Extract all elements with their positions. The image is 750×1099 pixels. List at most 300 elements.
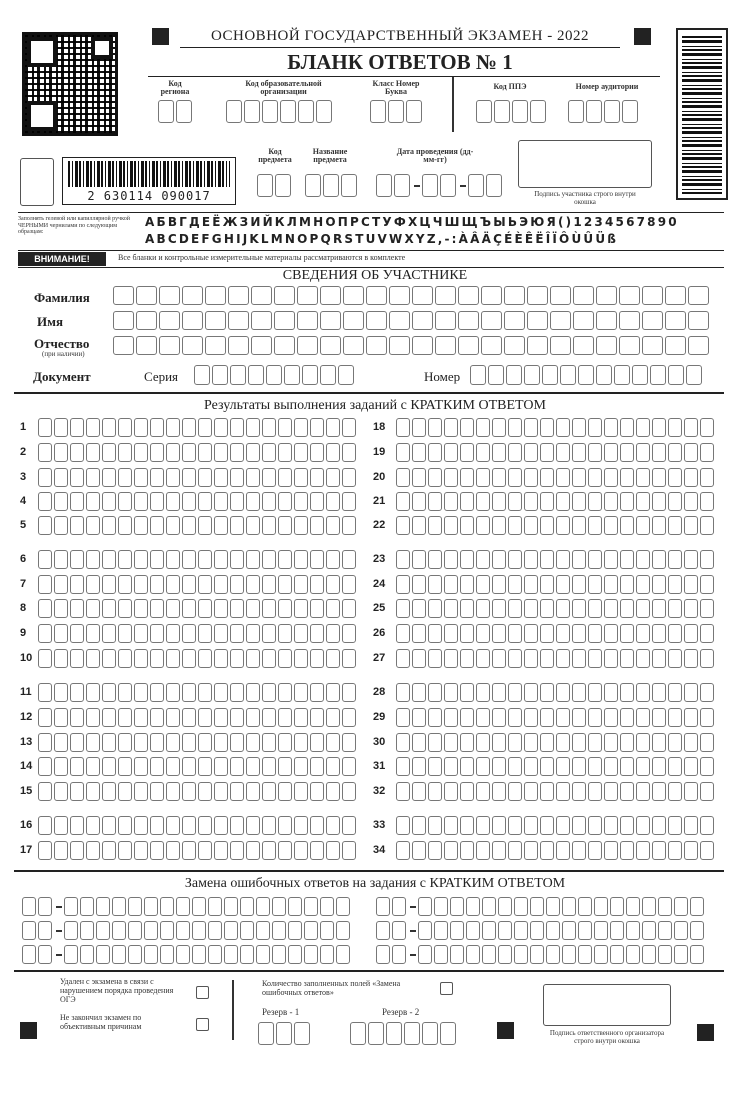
replacement-answer-cell[interactable] — [224, 897, 238, 916]
replacement-task-cell[interactable] — [392, 945, 406, 964]
answer-cell[interactable] — [428, 816, 442, 835]
answer-cell[interactable] — [278, 841, 292, 860]
answer-cell[interactable] — [492, 757, 506, 776]
answer-cell[interactable] — [182, 683, 196, 702]
answer-cell[interactable] — [572, 575, 586, 594]
answer-cell[interactable] — [182, 757, 196, 776]
entry-cell[interactable] — [578, 365, 594, 385]
answer-cell[interactable] — [492, 649, 506, 668]
replacement-answer-cell[interactable] — [482, 945, 496, 964]
answer-cell[interactable] — [476, 550, 490, 569]
replacement-answer-cell[interactable] — [434, 897, 448, 916]
answer-cell[interactable] — [668, 649, 682, 668]
answer-cell[interactable] — [652, 550, 666, 569]
answer-cell[interactable] — [540, 708, 554, 727]
answer-cell[interactable] — [230, 599, 244, 618]
organizer-signature-box[interactable] — [543, 984, 671, 1026]
replacement-answer-cell[interactable] — [64, 897, 78, 916]
answer-row-16[interactable] — [38, 816, 356, 835]
answer-cell[interactable] — [262, 733, 276, 752]
answer-cell[interactable] — [294, 816, 308, 835]
answer-cell[interactable] — [492, 516, 506, 535]
answer-cell[interactable] — [166, 624, 180, 643]
answer-cell[interactable] — [70, 782, 84, 801]
answer-cell[interactable] — [262, 816, 276, 835]
answer-cell[interactable] — [668, 599, 682, 618]
answer-cell[interactable] — [492, 550, 506, 569]
answer-cell[interactable] — [460, 443, 474, 462]
entry-cell[interactable] — [435, 286, 456, 305]
answer-cell[interactable] — [150, 708, 164, 727]
answer-cell[interactable] — [246, 550, 260, 569]
answer-cell[interactable] — [326, 443, 340, 462]
replacement-answer-cell[interactable] — [562, 921, 576, 940]
answer-cell[interactable] — [166, 683, 180, 702]
answer-cell[interactable] — [310, 468, 324, 487]
answer-cell[interactable] — [230, 757, 244, 776]
replacement-answer-cell[interactable] — [690, 921, 704, 940]
replacement-task-cell[interactable] — [22, 921, 36, 940]
entry-cell[interactable] — [527, 336, 548, 355]
answer-cell[interactable] — [412, 757, 426, 776]
answer-cell[interactable] — [230, 492, 244, 511]
answer-cell[interactable] — [342, 550, 356, 569]
entry-cell[interactable] — [550, 286, 571, 305]
answer-cell[interactable] — [38, 443, 52, 462]
replacement-answer-cell[interactable] — [144, 921, 158, 940]
entry-cell[interactable] — [668, 365, 684, 385]
entry-cell[interactable] — [527, 311, 548, 330]
answer-cell[interactable] — [134, 516, 148, 535]
answer-row-26[interactable] — [396, 624, 714, 643]
entry-cell[interactable] — [642, 286, 663, 305]
answer-cell[interactable] — [134, 624, 148, 643]
answer-cell[interactable] — [70, 599, 84, 618]
document-number-cells[interactable] — [470, 365, 702, 385]
answer-cell[interactable] — [294, 550, 308, 569]
replacement-task-number-cells[interactable] — [22, 945, 52, 964]
answer-row-12[interactable] — [38, 708, 356, 727]
entry-cell[interactable] — [619, 311, 640, 330]
answer-cell[interactable] — [412, 841, 426, 860]
answer-cell[interactable] — [102, 550, 116, 569]
replacement-task-number-cells[interactable] — [376, 945, 406, 964]
answer-cell[interactable] — [70, 516, 84, 535]
answer-cell[interactable] — [342, 757, 356, 776]
answer-cell[interactable] — [70, 816, 84, 835]
answer-cell[interactable] — [444, 599, 458, 618]
entry-cell[interactable] — [366, 286, 387, 305]
replacement-answer-cell[interactable] — [224, 945, 238, 964]
answer-cell[interactable] — [342, 575, 356, 594]
answer-cell[interactable] — [150, 468, 164, 487]
answer-cell[interactable] — [508, 516, 522, 535]
replacement-task-number-cells[interactable] — [22, 921, 52, 940]
replacement-answer-cells[interactable] — [418, 897, 704, 916]
replacement-answer-cell[interactable] — [594, 945, 608, 964]
answer-cell[interactable] — [246, 757, 260, 776]
entry-cell[interactable] — [136, 311, 157, 330]
entry-cell[interactable] — [320, 286, 341, 305]
entry-cell[interactable] — [650, 365, 666, 385]
answer-cell[interactable] — [342, 443, 356, 462]
entry-cell[interactable] — [435, 311, 456, 330]
answer-cell[interactable] — [524, 418, 538, 437]
answer-cell[interactable] — [310, 575, 324, 594]
answer-cell[interactable] — [342, 733, 356, 752]
answer-cell[interactable] — [198, 649, 212, 668]
answer-cell[interactable] — [198, 708, 212, 727]
answer-cell[interactable] — [620, 841, 634, 860]
answer-cell[interactable] — [278, 468, 292, 487]
replacement-answer-cell[interactable] — [304, 921, 318, 940]
replacement-answer-cell[interactable] — [96, 945, 110, 964]
answer-cell[interactable] — [118, 492, 132, 511]
entry-cell[interactable] — [458, 286, 479, 305]
answer-cell[interactable] — [86, 757, 100, 776]
answer-cell[interactable] — [396, 816, 410, 835]
answer-cell[interactable] — [246, 841, 260, 860]
answer-cell[interactable] — [102, 782, 116, 801]
answer-cell[interactable] — [700, 443, 714, 462]
answer-cell[interactable] — [476, 468, 490, 487]
answer-cell[interactable] — [230, 683, 244, 702]
answer-cell[interactable] — [246, 575, 260, 594]
replacement-answer-cell[interactable] — [418, 921, 432, 940]
answer-cell[interactable] — [342, 683, 356, 702]
answer-cell[interactable] — [604, 492, 618, 511]
answer-cell[interactable] — [508, 575, 522, 594]
answer-cell[interactable] — [428, 418, 442, 437]
answer-row-13[interactable] — [38, 733, 356, 752]
answer-cell[interactable] — [556, 733, 570, 752]
answer-cell[interactable] — [540, 733, 554, 752]
answer-cell[interactable] — [86, 708, 100, 727]
answer-cell[interactable] — [38, 649, 52, 668]
answer-cell[interactable] — [182, 468, 196, 487]
answer-cell[interactable] — [652, 624, 666, 643]
answer-cell[interactable] — [102, 649, 116, 668]
answer-cell[interactable] — [524, 733, 538, 752]
entry-cell[interactable] — [297, 336, 318, 355]
answer-cell[interactable] — [262, 683, 276, 702]
answer-cell[interactable] — [444, 443, 458, 462]
answer-cell[interactable] — [620, 550, 634, 569]
answer-cell[interactable] — [636, 624, 650, 643]
answer-row-1[interactable] — [38, 418, 356, 437]
answer-cell[interactable] — [524, 550, 538, 569]
answer-cell[interactable] — [652, 816, 666, 835]
answer-cell[interactable] — [700, 733, 714, 752]
answer-cell[interactable] — [460, 575, 474, 594]
answer-cell[interactable] — [214, 575, 228, 594]
answer-cell[interactable] — [556, 418, 570, 437]
answer-cell[interactable] — [524, 575, 538, 594]
replacement-answer-cell[interactable] — [626, 897, 640, 916]
answer-cell[interactable] — [492, 443, 506, 462]
replacement-answer-cell[interactable] — [96, 897, 110, 916]
answer-cell[interactable] — [342, 599, 356, 618]
answer-cell[interactable] — [476, 443, 490, 462]
answer-cell[interactable] — [54, 550, 68, 569]
answer-cell[interactable] — [572, 757, 586, 776]
entry-cell[interactable] — [596, 336, 617, 355]
replacement-answer-cell[interactable] — [530, 921, 544, 940]
replacement-answer-cell[interactable] — [562, 945, 576, 964]
answer-cell[interactable] — [556, 599, 570, 618]
answer-cell[interactable] — [118, 624, 132, 643]
replacement-answer-cell[interactable] — [160, 897, 174, 916]
entry-cell[interactable] — [205, 286, 226, 305]
entry-cell[interactable] — [343, 336, 364, 355]
entry-cell[interactable] — [320, 336, 341, 355]
answer-cell[interactable] — [278, 492, 292, 511]
answer-cell[interactable] — [604, 683, 618, 702]
answer-cell[interactable] — [636, 841, 650, 860]
answer-row-21[interactable] — [396, 492, 714, 511]
replacement-answer-cell[interactable] — [288, 921, 302, 940]
answer-cell[interactable] — [70, 468, 84, 487]
answer-cell[interactable] — [604, 443, 618, 462]
answer-cell[interactable] — [278, 418, 292, 437]
replacement-answer-cell[interactable] — [546, 945, 560, 964]
answer-cell[interactable] — [102, 816, 116, 835]
answer-cell[interactable] — [572, 599, 586, 618]
answer-cell[interactable] — [556, 708, 570, 727]
answer-cell[interactable] — [182, 575, 196, 594]
answer-cell[interactable] — [620, 683, 634, 702]
answer-row-7[interactable] — [38, 575, 356, 594]
entry-cell[interactable] — [205, 336, 226, 355]
entry-cell[interactable] — [251, 336, 272, 355]
answer-cell[interactable] — [556, 468, 570, 487]
answer-cell[interactable] — [166, 757, 180, 776]
answer-cell[interactable] — [294, 649, 308, 668]
replacement-answer-cell[interactable] — [288, 945, 302, 964]
entry-cell[interactable] — [632, 365, 648, 385]
answer-cell[interactable] — [214, 468, 228, 487]
replacement-answer-cell[interactable] — [594, 921, 608, 940]
answer-cell[interactable] — [412, 649, 426, 668]
replacement-answer-cell[interactable] — [514, 921, 528, 940]
answer-cell[interactable] — [294, 575, 308, 594]
entry-cell[interactable] — [527, 286, 548, 305]
answer-cell[interactable] — [556, 757, 570, 776]
answer-cell[interactable] — [198, 733, 212, 752]
answer-cell[interactable] — [572, 418, 586, 437]
answer-cell[interactable] — [668, 624, 682, 643]
answer-cell[interactable] — [230, 575, 244, 594]
answer-cell[interactable] — [294, 492, 308, 511]
answer-cell[interactable] — [118, 733, 132, 752]
answer-cell[interactable] — [636, 418, 650, 437]
answer-cell[interactable] — [230, 516, 244, 535]
answer-cell[interactable] — [326, 683, 340, 702]
answer-cell[interactable] — [342, 492, 356, 511]
entry-cell[interactable] — [481, 311, 502, 330]
answer-cell[interactable] — [700, 492, 714, 511]
answer-cell[interactable] — [684, 733, 698, 752]
answer-cell[interactable] — [524, 683, 538, 702]
answer-cell[interactable] — [150, 575, 164, 594]
answer-cell[interactable] — [294, 624, 308, 643]
answer-cell[interactable] — [278, 683, 292, 702]
answer-cell[interactable] — [524, 782, 538, 801]
answer-cell[interactable] — [508, 492, 522, 511]
answer-row-29[interactable] — [396, 708, 714, 727]
answer-cell[interactable] — [652, 708, 666, 727]
answer-cell[interactable] — [668, 443, 682, 462]
answer-cell[interactable] — [444, 492, 458, 511]
replacement-answer-cell[interactable] — [80, 921, 94, 940]
answer-cell[interactable] — [54, 757, 68, 776]
answer-cell[interactable] — [118, 516, 132, 535]
replacement-task-cell[interactable] — [38, 897, 52, 916]
answer-cell[interactable] — [700, 624, 714, 643]
replacement-answer-cell[interactable] — [450, 945, 464, 964]
answer-cell[interactable] — [700, 782, 714, 801]
replacement-answer-cell[interactable] — [192, 945, 206, 964]
answer-cell[interactable] — [70, 418, 84, 437]
answer-row-8[interactable] — [38, 599, 356, 618]
answer-cell[interactable] — [476, 733, 490, 752]
answer-cell[interactable] — [604, 516, 618, 535]
answer-cell[interactable] — [396, 516, 410, 535]
answer-cell[interactable] — [214, 516, 228, 535]
replacement-answer-cell[interactable] — [160, 921, 174, 940]
answer-cell[interactable] — [166, 575, 180, 594]
entry-cell[interactable] — [573, 286, 594, 305]
replacement-answer-cell[interactable] — [498, 897, 512, 916]
replacement-task-cell[interactable] — [392, 897, 406, 916]
answer-cell[interactable] — [476, 516, 490, 535]
entry-cell[interactable] — [688, 336, 709, 355]
answer-cell[interactable] — [102, 733, 116, 752]
replacement-answer-cell[interactable] — [256, 897, 270, 916]
answer-cell[interactable] — [620, 708, 634, 727]
answer-cell[interactable] — [652, 757, 666, 776]
answer-cell[interactable] — [230, 649, 244, 668]
answer-cell[interactable] — [70, 550, 84, 569]
answer-cell[interactable] — [310, 733, 324, 752]
entry-cell[interactable] — [251, 311, 272, 330]
replacement-task-number-cells[interactable] — [376, 897, 406, 916]
surname-cells[interactable] — [113, 286, 709, 305]
replacement-answer-cell[interactable] — [642, 945, 656, 964]
replacement-task-cell[interactable] — [22, 897, 36, 916]
entry-cell[interactable] — [550, 311, 571, 330]
answer-cell[interactable] — [262, 443, 276, 462]
answer-cell[interactable] — [294, 516, 308, 535]
answer-cell[interactable] — [86, 841, 100, 860]
replacement-answer-cell[interactable] — [450, 921, 464, 940]
date-day-cells[interactable] — [376, 174, 410, 197]
answer-cell[interactable] — [166, 599, 180, 618]
answer-cell[interactable] — [70, 624, 84, 643]
answer-cell[interactable] — [668, 683, 682, 702]
answer-cell[interactable] — [396, 575, 410, 594]
answer-cell[interactable] — [342, 516, 356, 535]
replacement-answer-cell[interactable] — [176, 945, 190, 964]
answer-cell[interactable] — [636, 683, 650, 702]
answer-cell[interactable] — [492, 468, 506, 487]
answer-cell[interactable] — [246, 733, 260, 752]
answer-cell[interactable] — [278, 599, 292, 618]
answer-cell[interactable] — [134, 575, 148, 594]
answer-cell[interactable] — [230, 708, 244, 727]
replacement-answer-cell[interactable] — [434, 945, 448, 964]
answer-cell[interactable] — [102, 841, 116, 860]
answer-cell[interactable] — [540, 492, 554, 511]
replacement-answer-cell[interactable] — [418, 945, 432, 964]
answer-cell[interactable] — [118, 575, 132, 594]
answer-cell[interactable] — [342, 782, 356, 801]
answer-cell[interactable] — [524, 599, 538, 618]
answer-cell[interactable] — [492, 418, 506, 437]
entry-cell[interactable] — [504, 336, 525, 355]
answer-cell[interactable] — [492, 816, 506, 835]
answer-cell[interactable] — [540, 624, 554, 643]
answer-cell[interactable] — [524, 468, 538, 487]
answer-cell[interactable] — [134, 468, 148, 487]
replacement-answer-cell[interactable] — [336, 921, 350, 940]
answer-cell[interactable] — [540, 599, 554, 618]
answer-cell[interactable] — [460, 624, 474, 643]
answer-cell[interactable] — [508, 418, 522, 437]
answer-row-18[interactable] — [396, 418, 714, 437]
answer-cell[interactable] — [310, 816, 324, 835]
answer-cell[interactable] — [508, 841, 522, 860]
answer-cell[interactable] — [684, 841, 698, 860]
name-cells[interactable] — [113, 311, 709, 330]
answer-cell[interactable] — [524, 841, 538, 860]
answer-cell[interactable] — [134, 649, 148, 668]
answer-cell[interactable] — [246, 468, 260, 487]
answer-cell[interactable] — [508, 683, 522, 702]
answer-cell[interactable] — [294, 418, 308, 437]
answer-cell[interactable] — [326, 624, 340, 643]
replacement-answer-cell[interactable] — [546, 897, 560, 916]
region-code-cells[interactable] — [158, 100, 192, 123]
entry-cell[interactable] — [596, 311, 617, 330]
answer-cell[interactable] — [86, 782, 100, 801]
answer-cell[interactable] — [396, 708, 410, 727]
replacement-answer-cell[interactable] — [112, 897, 126, 916]
answer-cell[interactable] — [134, 599, 148, 618]
answer-cell[interactable] — [198, 782, 212, 801]
answer-cell[interactable] — [524, 443, 538, 462]
answer-cell[interactable] — [326, 708, 340, 727]
replacement-answer-cell[interactable] — [418, 897, 432, 916]
answer-cell[interactable] — [700, 683, 714, 702]
answer-cell[interactable] — [476, 599, 490, 618]
answer-cell[interactable] — [668, 516, 682, 535]
answer-row-27[interactable] — [396, 649, 714, 668]
answer-cell[interactable] — [684, 683, 698, 702]
answer-cell[interactable] — [588, 841, 602, 860]
answer-cell[interactable] — [246, 816, 260, 835]
answer-cell[interactable] — [588, 575, 602, 594]
answer-cell[interactable] — [492, 599, 506, 618]
answer-cell[interactable] — [294, 708, 308, 727]
entry-cell[interactable] — [159, 311, 180, 330]
replacement-answer-cell[interactable] — [80, 945, 94, 964]
answer-cell[interactable] — [428, 733, 442, 752]
answer-cell[interactable] — [396, 443, 410, 462]
answer-cell[interactable] — [310, 516, 324, 535]
entry-cell[interactable] — [481, 336, 502, 355]
answer-cell[interactable] — [684, 649, 698, 668]
